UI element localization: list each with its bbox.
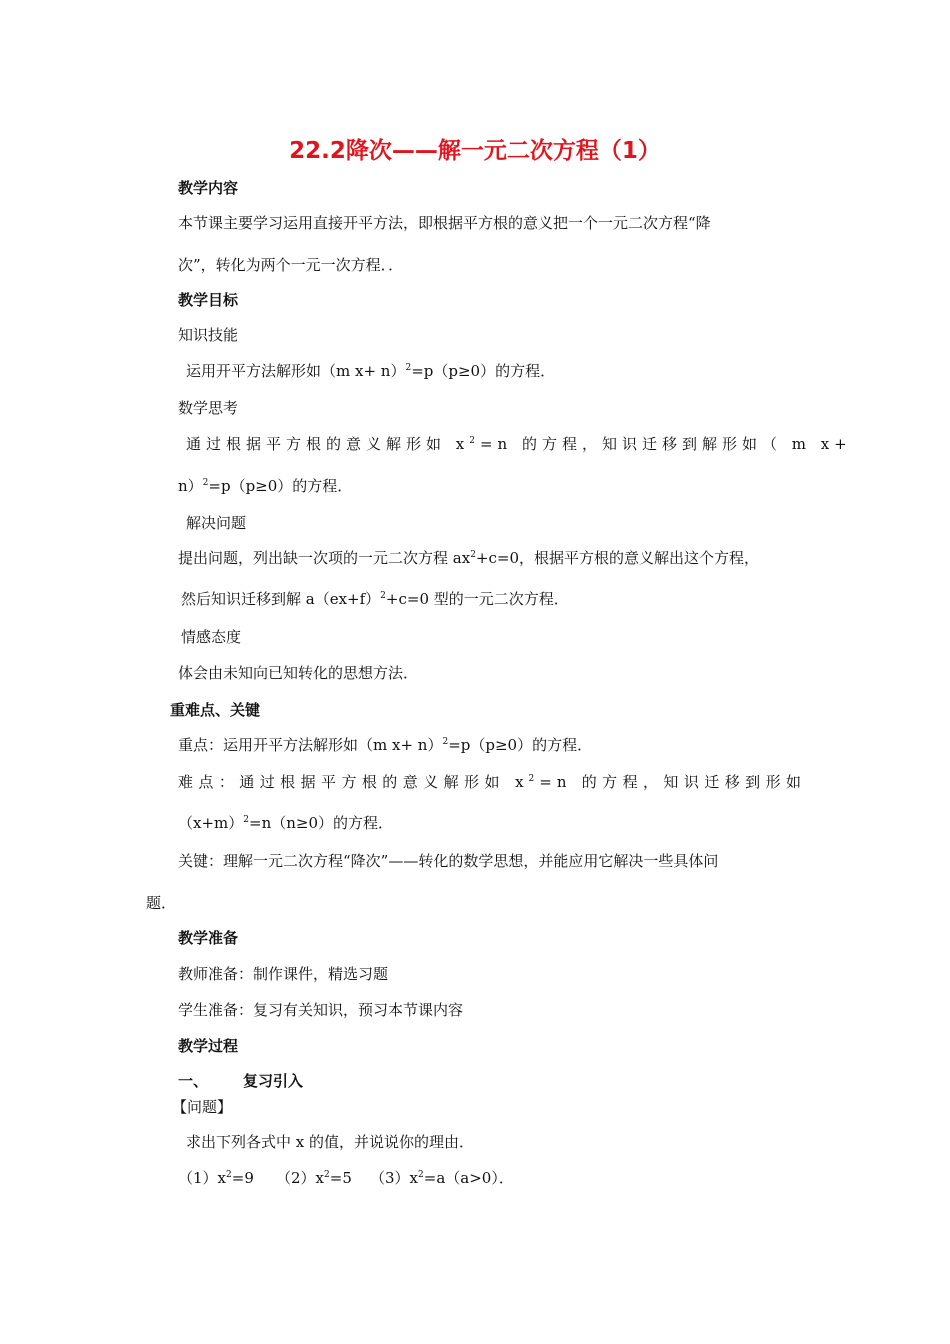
superscript-2: 2 bbox=[528, 774, 540, 784]
superscript-2: 2 bbox=[324, 1170, 330, 1180]
eq3-post: =a（a>0）． bbox=[423, 1169, 514, 1187]
superscript-2: 2 bbox=[442, 737, 449, 747]
question-line: 求出下列各式中 x 的值，并说说你的理由． bbox=[186, 1133, 474, 1151]
thinking-heading: 数学思考 bbox=[178, 399, 239, 417]
equation-1 bbox=[178, 1168, 254, 1188]
thinking-line-1 bbox=[186, 434, 852, 454]
knowledge-line bbox=[186, 361, 555, 381]
content-line-2: 次”，转化为两个一元一次方程．． bbox=[178, 256, 404, 274]
step1-title: 复习引入 bbox=[243, 1072, 304, 1090]
eq2-pre: （2）x bbox=[276, 1169, 325, 1187]
problem-line-2 bbox=[181, 589, 569, 609]
thinking-line2-post: =p（p≥0）的方程． bbox=[208, 477, 353, 495]
thinking-line1-post: =n 的方程，知识迁移到解形如（ m x+ bbox=[479, 435, 852, 453]
equation-3 bbox=[370, 1168, 514, 1188]
problem-line2-post: +c=0 型的一元二次方程． bbox=[385, 590, 569, 608]
superscript-2: 2 bbox=[470, 550, 476, 560]
crux-line-2: 题． bbox=[146, 894, 177, 912]
key-point-pre: 重点：运用开平方法解形如（m x+ n） bbox=[178, 736, 443, 754]
eq2-post: =5 bbox=[329, 1169, 352, 1187]
superscript-2: 2 bbox=[418, 1170, 424, 1180]
thinking-line2-pre: n） bbox=[178, 477, 203, 495]
eq3-pre: （3）x bbox=[370, 1169, 419, 1187]
knowledge-heading: 知识技能 bbox=[178, 326, 239, 344]
equation-2 bbox=[276, 1168, 352, 1188]
superscript-2: 2 bbox=[380, 591, 386, 601]
thinking-line1-pre: 通过根据平方根的意义解形如 x bbox=[186, 435, 470, 453]
prep-heading: 教学准备 bbox=[178, 929, 239, 947]
content-line-1: 本节课主要学习运用直接开平方法，即根据平方根的意义把一个一元二次方程“降 bbox=[178, 214, 711, 232]
step1-number: 一、 bbox=[178, 1072, 209, 1090]
problem-line1-pre: 提出问题，列出缺一次项的一元二次方程 ax bbox=[178, 549, 471, 567]
difficult-line2-post: =n（n≥0）的方程． bbox=[249, 814, 394, 832]
problem-line2-pre: 然后知识迁移到解 a（ex+f） bbox=[181, 590, 381, 608]
eq1-pre: （1）x bbox=[178, 1169, 227, 1187]
superscript-2: 2 bbox=[405, 363, 412, 373]
superscript-2: 2 bbox=[469, 436, 480, 446]
question-label: 【问题】 bbox=[172, 1098, 233, 1116]
key-point-line bbox=[178, 735, 592, 755]
difficult-line1-post: =n 的方程，知识迁移到形如 bbox=[539, 773, 807, 791]
knowledge-pre: 运用开平方法解形如（m x+ n） bbox=[186, 362, 406, 380]
difficult-line2-pre: （x+m） bbox=[178, 814, 244, 832]
attitude-line: 体会由未知向已知转化的思想方法． bbox=[178, 664, 419, 682]
difficult-line-1 bbox=[178, 772, 806, 792]
thinking-line-2 bbox=[178, 476, 352, 496]
attitude-heading: 情感态度 bbox=[181, 628, 242, 646]
process-heading: 教学过程 bbox=[178, 1037, 239, 1055]
problem-line-1 bbox=[178, 548, 759, 568]
eq1-post: =9 bbox=[231, 1169, 254, 1187]
knowledge-post: =p（p≥0）的方程． bbox=[411, 362, 556, 380]
superscript-2: 2 bbox=[202, 478, 209, 488]
key-point-post: =p（p≥0）的方程． bbox=[448, 736, 593, 754]
superscript-2: 2 bbox=[243, 815, 249, 825]
teacher-prep: 教师准备：制作课件，精选习题 bbox=[178, 965, 389, 983]
superscript-2: 2 bbox=[226, 1170, 232, 1180]
difficult-line-2 bbox=[178, 813, 393, 833]
student-prep: 学生准备：复习有关知识，预习本节课内容 bbox=[178, 1001, 464, 1019]
page-title: 22.2降次——解一元二次方程（1） bbox=[289, 138, 661, 164]
content-heading: 教学内容 bbox=[178, 179, 239, 197]
crux-line-1: 关键：理解一元二次方程“降次”——转化的数学思想，并能应用它解决一些具体问 bbox=[178, 852, 719, 870]
key-heading: 重难点、关键 bbox=[170, 701, 261, 719]
difficult-line1-pre: 难点：通过根据平方根的意义解形如 x bbox=[178, 773, 529, 791]
problem-line1-post: +c=0，根据平方根的意义解出这个方程， bbox=[475, 549, 760, 567]
goals-heading: 教学目标 bbox=[178, 291, 239, 309]
problem-heading: 解决问题 bbox=[186, 514, 247, 532]
